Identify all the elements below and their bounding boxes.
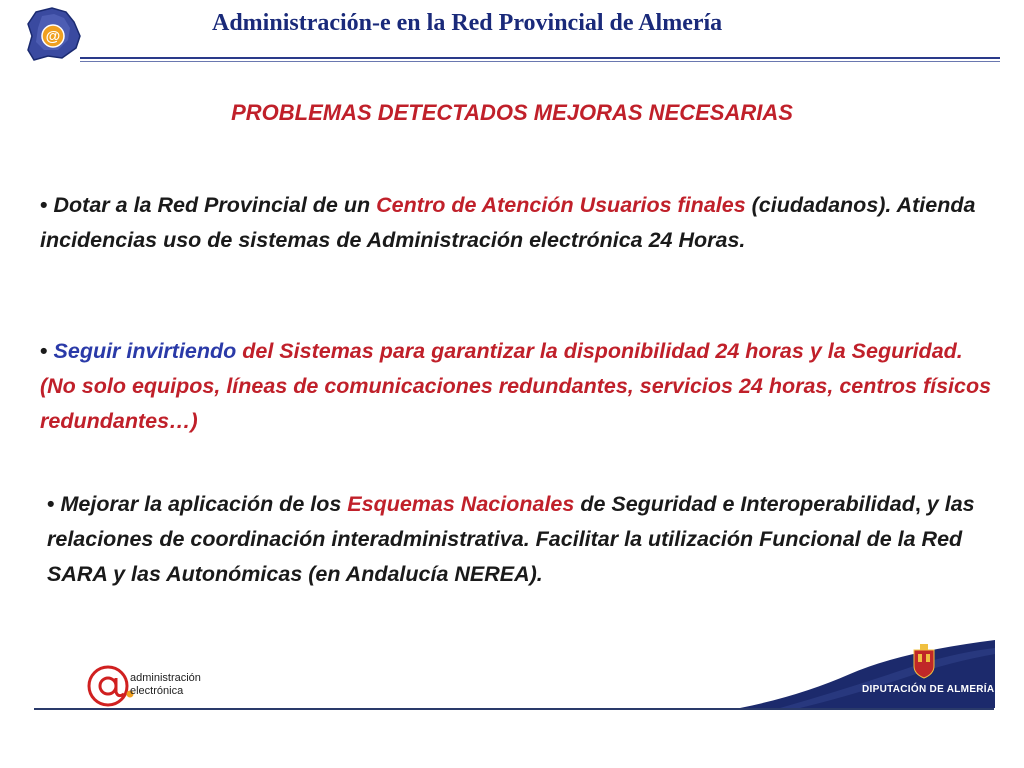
bullet-text: Mejorar la aplicación de los: [60, 492, 348, 516]
bullet-text: Dotar a la Red Provincial de un: [53, 193, 377, 217]
almeria-province-at-logo-icon: [22, 6, 84, 62]
bullet-highlight: Seguir invirtiendo: [53, 339, 237, 363]
footer-divider: [34, 708, 994, 710]
bullet-text: ,: [914, 492, 921, 516]
header-divider: [80, 57, 1000, 59]
logo-caption: [130, 672, 201, 698]
svg-text:@: @: [45, 28, 61, 45]
bullet-highlight: Esquemas Nacionales: [347, 492, 575, 516]
diputacion-banner: [740, 638, 995, 708]
header-divider-thin: [80, 61, 1000, 62]
bullet-text: de Seguridad e Interoperabilidad: [574, 492, 915, 516]
bullet-highlight: Centro de Atención Usuarios finales: [376, 193, 746, 217]
bullet-marker: •: [40, 339, 54, 363]
logo-line-2: electrónica: [130, 685, 184, 697]
page-title: Administración-e en la Red Provincial de Almería: [212, 10, 723, 36]
coat-of-arms-icon: [914, 644, 934, 678]
institution-name: DIPUTACIÓN DE ALMERÍA: [862, 684, 995, 695]
section-heading: PROBLEMAS DETECTADOS MEJORAS NECESARIAS: [231, 100, 793, 125]
logo-line-1: administración: [130, 672, 201, 684]
bullet-marker: •: [40, 193, 54, 217]
bullet-text: y las relaciones de coordinación interadministrativa. Facilitar la utilización Funcional de la Red SARA y las Autonómicas (en Andalucía NEREA).: [47, 492, 975, 586]
bullet-paragraph-1: [40, 188, 1000, 258]
bullet-paragraph-3: [47, 487, 1017, 592]
bullet-paragraph-2: [40, 334, 1000, 439]
bullet-text: del Sistemas para garantizar la disponibilidad 24 horas y la Seguridad. (No solo equipos, líneas de comunicaciones redundantes, servicios 24 horas, centros físicos redundantes…): [40, 339, 992, 433]
bullet-text: (ciudadanos). Atienda incidencias uso de sistemas de Administración electrónica 24 Horas.: [40, 193, 976, 252]
bullet-marker: •: [47, 492, 61, 516]
